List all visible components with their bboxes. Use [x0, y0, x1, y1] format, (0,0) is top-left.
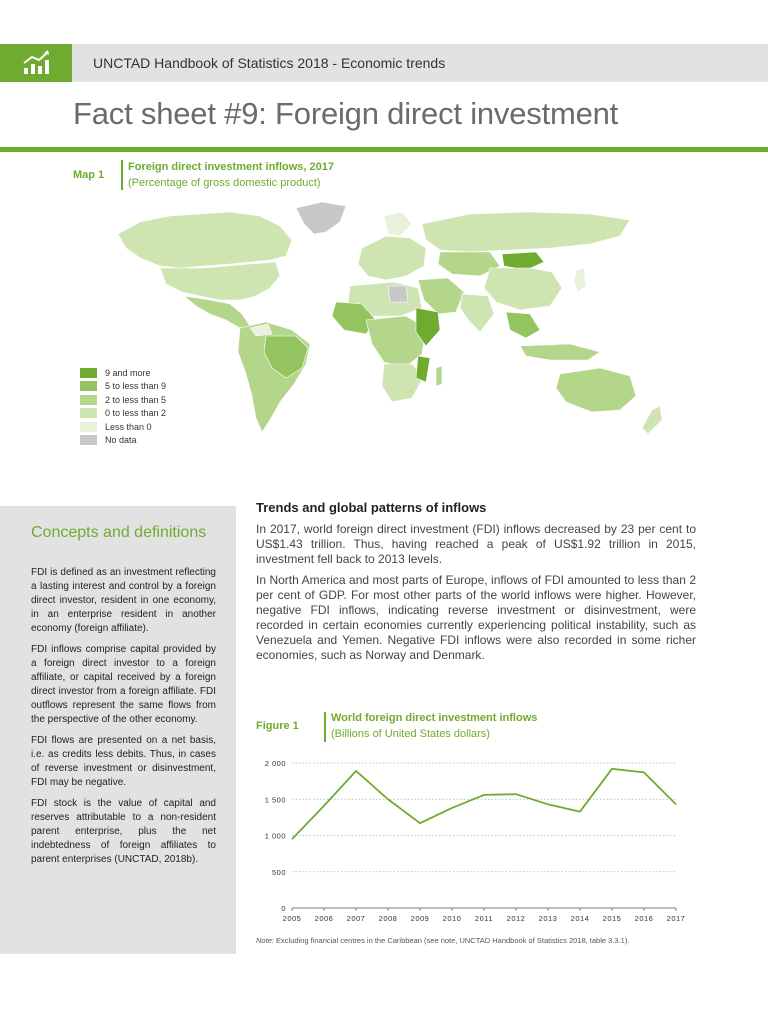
map-region-middle-east — [418, 278, 464, 314]
map-region-russia — [422, 212, 630, 252]
map-region-mozambique — [416, 356, 430, 382]
x-tick-label: 2013 — [538, 914, 558, 923]
map-subtitle: (Percentage of gross domestic product) — [128, 177, 321, 189]
world-map — [100, 196, 720, 446]
x-tick-label: 2012 — [506, 914, 526, 923]
figure-caption-bar — [324, 712, 326, 742]
map-region-central-america — [184, 296, 250, 328]
map-region-madagascar — [436, 366, 442, 386]
map-label: Map 1 — [73, 169, 105, 181]
note-text: Excluding financial centres in the Caribbean (see note, UNCTAD Handbook of Statistics 2018, table 3.3.1). — [273, 936, 630, 945]
x-tick-label: 2006 — [314, 914, 334, 923]
map-region-greenland — [296, 202, 346, 234]
chart-note — [256, 936, 629, 945]
x-tick-label: 2008 — [378, 914, 398, 923]
x-tick-label: 2009 — [410, 914, 430, 923]
figure-title: World foreign direct investment inflows — [331, 712, 538, 724]
map-region-canada — [118, 212, 292, 268]
x-tick-label: 2011 — [474, 914, 494, 923]
header-bar — [0, 44, 768, 82]
page-title: Fact sheet #9: Foreign direct investment — [73, 96, 619, 131]
sidebar-heading: Concepts and definitions — [31, 524, 207, 541]
map-legend — [80, 366, 166, 447]
legend-swatch — [80, 435, 97, 445]
legend-swatch — [80, 422, 97, 432]
map-region-australia — [556, 368, 636, 412]
legend-item — [80, 393, 166, 407]
x-tick-label: 2017 — [666, 914, 686, 923]
legend-label: No data — [105, 435, 137, 446]
y-tick-label: 0 — [281, 904, 286, 913]
x-tick-label: 2005 — [282, 914, 302, 923]
map-title: Foreign direct investment inflows, 2017 — [128, 161, 334, 173]
legend-label: 2 to less than 5 — [105, 394, 167, 405]
body-paragraph: In North America and most parts of Europe, inflows of FDI amounted to less than 2 per cent of GDP. For most other parts of the world inflows were higher. However, negative FDI inflows, indicating reverse investment or disinvestment, were recorded in certain economies currently experiencing political instability, such as Venezuela and Yemen. Negative FDI inflows were also recorded in some richer economies, such as Norway and Denmark. — [256, 573, 696, 662]
map-region-scandinavia — [384, 212, 412, 236]
legend-swatch — [80, 408, 97, 418]
series-line — [292, 769, 676, 839]
map-region-china — [484, 268, 562, 310]
title-rule — [0, 147, 768, 152]
figure-label: Figure 1 — [256, 720, 299, 732]
map-caption-bar — [121, 160, 123, 190]
sidebar-paragraph: FDI inflows comprise capital provided by a foreign direct investor to a foreign affiliate, or capital received by a foreign direct investor from a foreign affiliate. FDI outflows represent the same flows from the perspective of the other economy. — [31, 644, 216, 725]
legend-item — [80, 420, 166, 434]
header-text: UNCTAD Handbook of Statistics 2018 - Economic trends — [93, 55, 446, 71]
legend-label: Less than 0 — [105, 421, 152, 432]
legend-item — [80, 434, 166, 448]
legend-swatch — [80, 368, 97, 378]
y-tick-label: 1 000 — [264, 831, 286, 841]
x-tick-label: 2015 — [602, 914, 622, 923]
section-title: Trends and global patterns of inflows — [256, 500, 487, 515]
legend-swatch — [80, 395, 97, 405]
legend-label: 9 and more — [105, 367, 151, 378]
x-tick-label: 2010 — [442, 914, 462, 923]
map-region-usa — [160, 262, 280, 300]
y-tick-label: 2 000 — [264, 759, 286, 768]
map-region-europe — [358, 236, 426, 280]
map-region-japan — [574, 268, 586, 292]
y-tick-label: 500 — [271, 867, 286, 877]
concepts-sidebar — [0, 506, 236, 954]
sidebar-paragraph: FDI stock is the value of capital and reserves attributable to a non-resident parent enterprise, plus the net indebtedness of foreign affiliates to parent enterprises (UNCTAD, 2018b). — [31, 798, 216, 865]
body-paragraph: In 2017, world foreign direct investment (FDI) inflows decreased by 23 per cent to US$1.43 trillion. Thus, having reached a peak of US$1.92 trillion in 2015, investment fell back to 2013 levels. — [256, 522, 696, 566]
chart-growth-icon — [0, 44, 72, 82]
y-tick-label: 1 500 — [264, 795, 286, 805]
legend-item — [80, 407, 166, 421]
sidebar-paragraph: FDI is defined as an investment reflecting a lasting interest and control by a foreign direct investor, resident in one economy, in an enterprise resident in another economy (foreign affiliate). — [31, 567, 216, 634]
legend-item — [80, 380, 166, 394]
legend-item — [80, 366, 166, 380]
x-tick-label: 2014 — [570, 914, 590, 923]
map-region-new-zealand — [642, 406, 662, 434]
note-prefix: Note: — [256, 936, 274, 945]
fdi-line-chart — [256, 752, 696, 927]
figure-subtitle: (Billions of United States dollars) — [331, 728, 490, 740]
map-region-india — [460, 294, 494, 332]
legend-label: 5 to less than 9 — [105, 381, 167, 392]
sidebar-paragraph: FDI flows are presented on a net basis, i.e. as credits less debits. Thus, in cases of reverse investment or disinvestment, FDI may be negative. — [31, 735, 216, 788]
map-region-indonesia — [520, 344, 600, 360]
x-tick-label: 2007 — [346, 914, 366, 923]
map-region-mongolia — [502, 252, 544, 270]
map-region-southeast-asia — [506, 312, 540, 338]
x-tick-label: 2016 — [634, 914, 654, 923]
legend-swatch — [80, 381, 97, 391]
map-region-libya — [388, 286, 408, 302]
legend-label: 0 to less than 2 — [105, 408, 167, 419]
